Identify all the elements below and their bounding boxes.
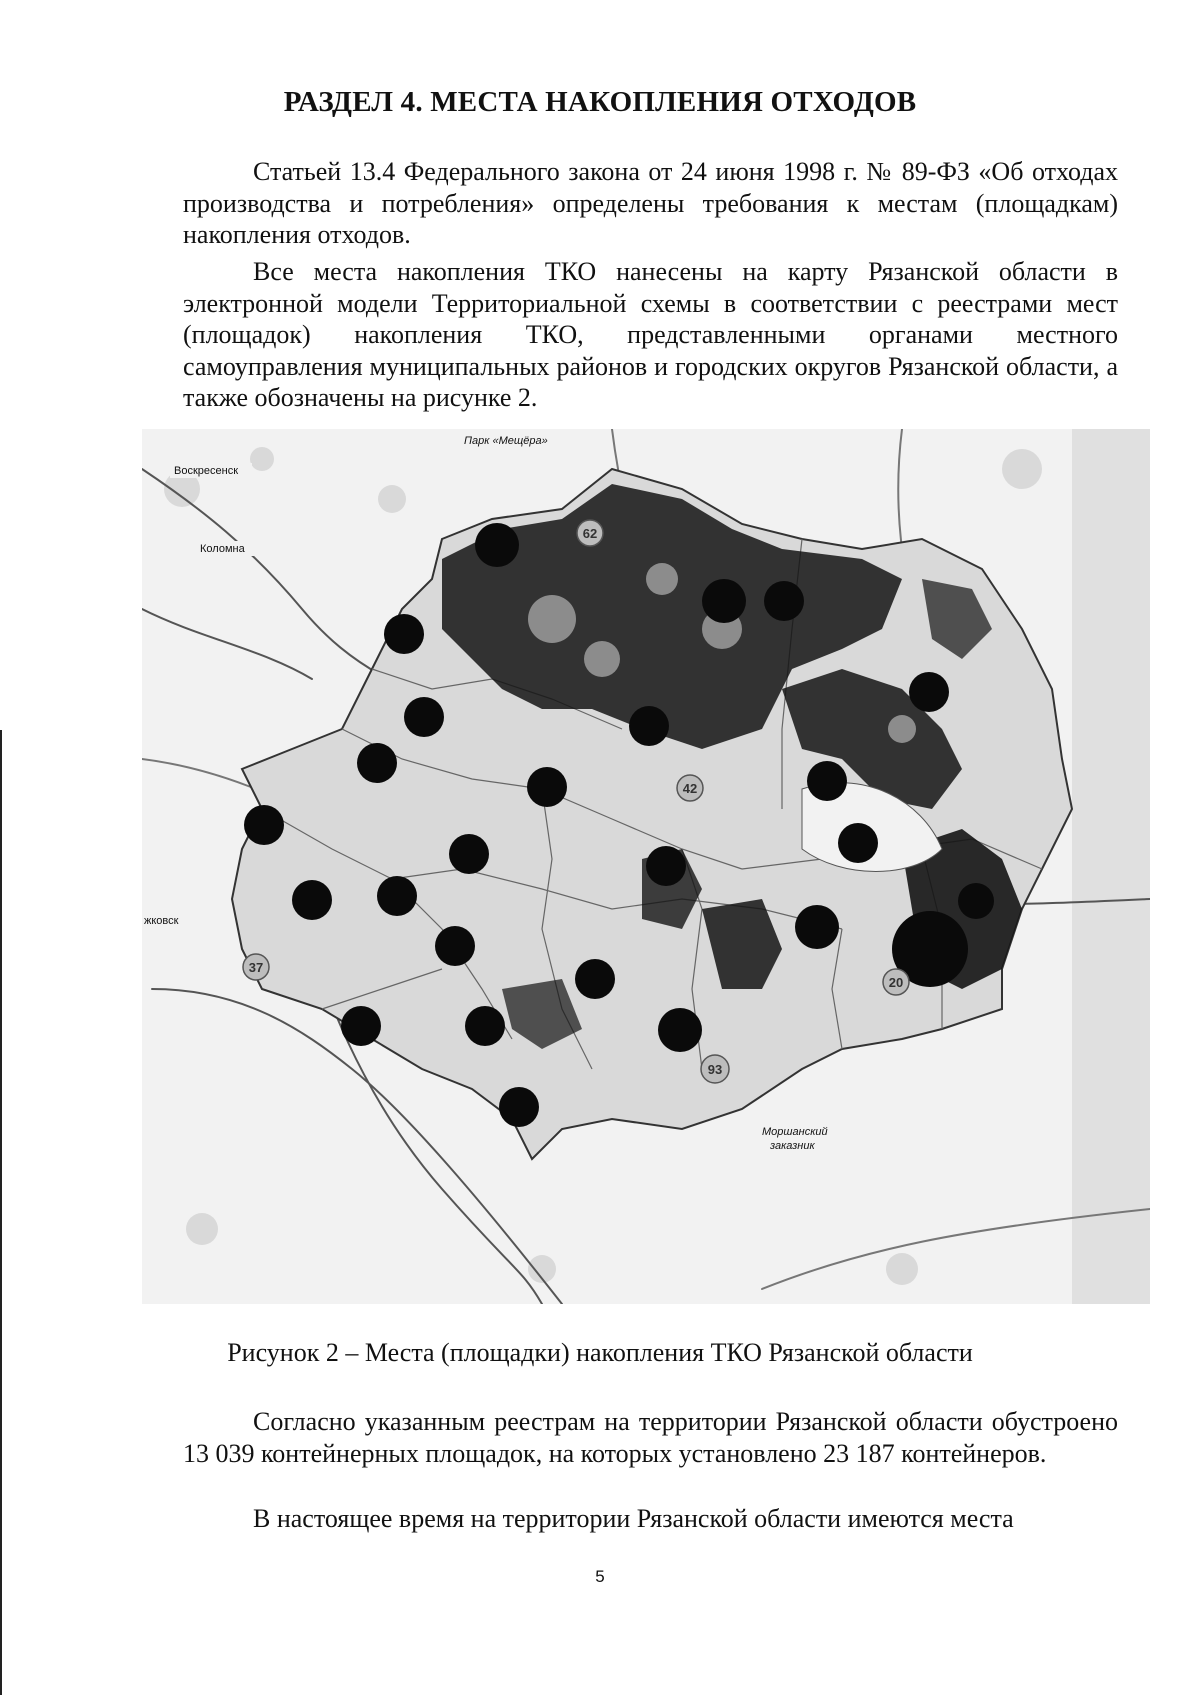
- label-voskresensk: Воскресенск: [174, 465, 239, 477]
- label-kolomna: Коломна: [200, 543, 245, 555]
- right-edge-shade: [1072, 429, 1150, 1304]
- cluster-62: 62: [582, 526, 598, 541]
- paragraph-1: [183, 156, 1118, 251]
- marker: [702, 579, 746, 623]
- marker: [658, 1008, 702, 1052]
- paragraph-4-text: В настоящее время на территории Рязанской области имеются места: [253, 1504, 1014, 1533]
- marker: [384, 614, 424, 654]
- marker: [449, 834, 489, 874]
- marker: [435, 926, 475, 966]
- marker: [341, 1006, 381, 1046]
- label-moskovsk: жковск: [144, 915, 179, 927]
- paragraph-3-text: Согласно указанным реестрам на территории Рязанской области обустроено 13 039 контейнерных площадок, на которых установлено 23 187 контейнеров.: [183, 1407, 1118, 1468]
- marker: [244, 805, 284, 845]
- region-map-svg: [142, 429, 1150, 1304]
- figure-map: [142, 429, 1150, 1304]
- cluster-37: 37: [248, 960, 264, 975]
- marker: [629, 706, 669, 746]
- marker: [527, 767, 567, 807]
- marker: [575, 959, 615, 999]
- marker: [958, 883, 994, 919]
- figure-caption: Рисунок 2 – Места (площадки) накопления ТКО Рязанской области: [227, 1338, 973, 1367]
- marker: [499, 1087, 539, 1127]
- page-title: РАЗДЕЛ 4. МЕСТА НАКОПЛЕНИЯ ОТХОДОВ: [283, 86, 917, 118]
- marker: [465, 1006, 505, 1046]
- marker: [838, 823, 878, 863]
- label-park-meshchera: Парк «Мещёра»: [464, 435, 548, 447]
- scan-edge-line: [0, 730, 2, 1695]
- paragraph-2: [183, 256, 1118, 414]
- cluster-93: 93: [707, 1062, 723, 1077]
- marker: [795, 905, 839, 949]
- paragraph-2-text: Все места накопления ТКО нанесены на карту Рязанской области в электронной модели Территориальной схемы в соответствии с реестрами мест (площадок) накопления ТКО, представленными органами местного самоуправления муниципальных районов и городских округов Рязанской области, а также обозначены на рисунке 2.: [183, 257, 1118, 412]
- label-marshansky-2: заказник: [770, 1140, 815, 1152]
- cluster-20: 20: [888, 975, 904, 990]
- marker: [475, 523, 519, 567]
- marker: [764, 581, 804, 621]
- cluster-42: 42: [682, 781, 698, 796]
- marker: [807, 761, 847, 801]
- marker: [377, 876, 417, 916]
- page-number: 5: [595, 1567, 605, 1586]
- label-marshansky-1: Моршанский: [762, 1126, 828, 1138]
- paragraph-3: [183, 1406, 1118, 1469]
- paragraph-1-text: Статьей 13.4 Федерального закона от 24 июня 1998 г. № 89-ФЗ «Об отходах производства и потребления» определены требования к местам (площадкам) накопления отходов.: [183, 157, 1118, 249]
- paragraph-4: [183, 1503, 1118, 1535]
- marker: [292, 880, 332, 920]
- marker: [646, 846, 686, 886]
- marker: [357, 743, 397, 783]
- marker: [909, 672, 949, 712]
- marker: [404, 697, 444, 737]
